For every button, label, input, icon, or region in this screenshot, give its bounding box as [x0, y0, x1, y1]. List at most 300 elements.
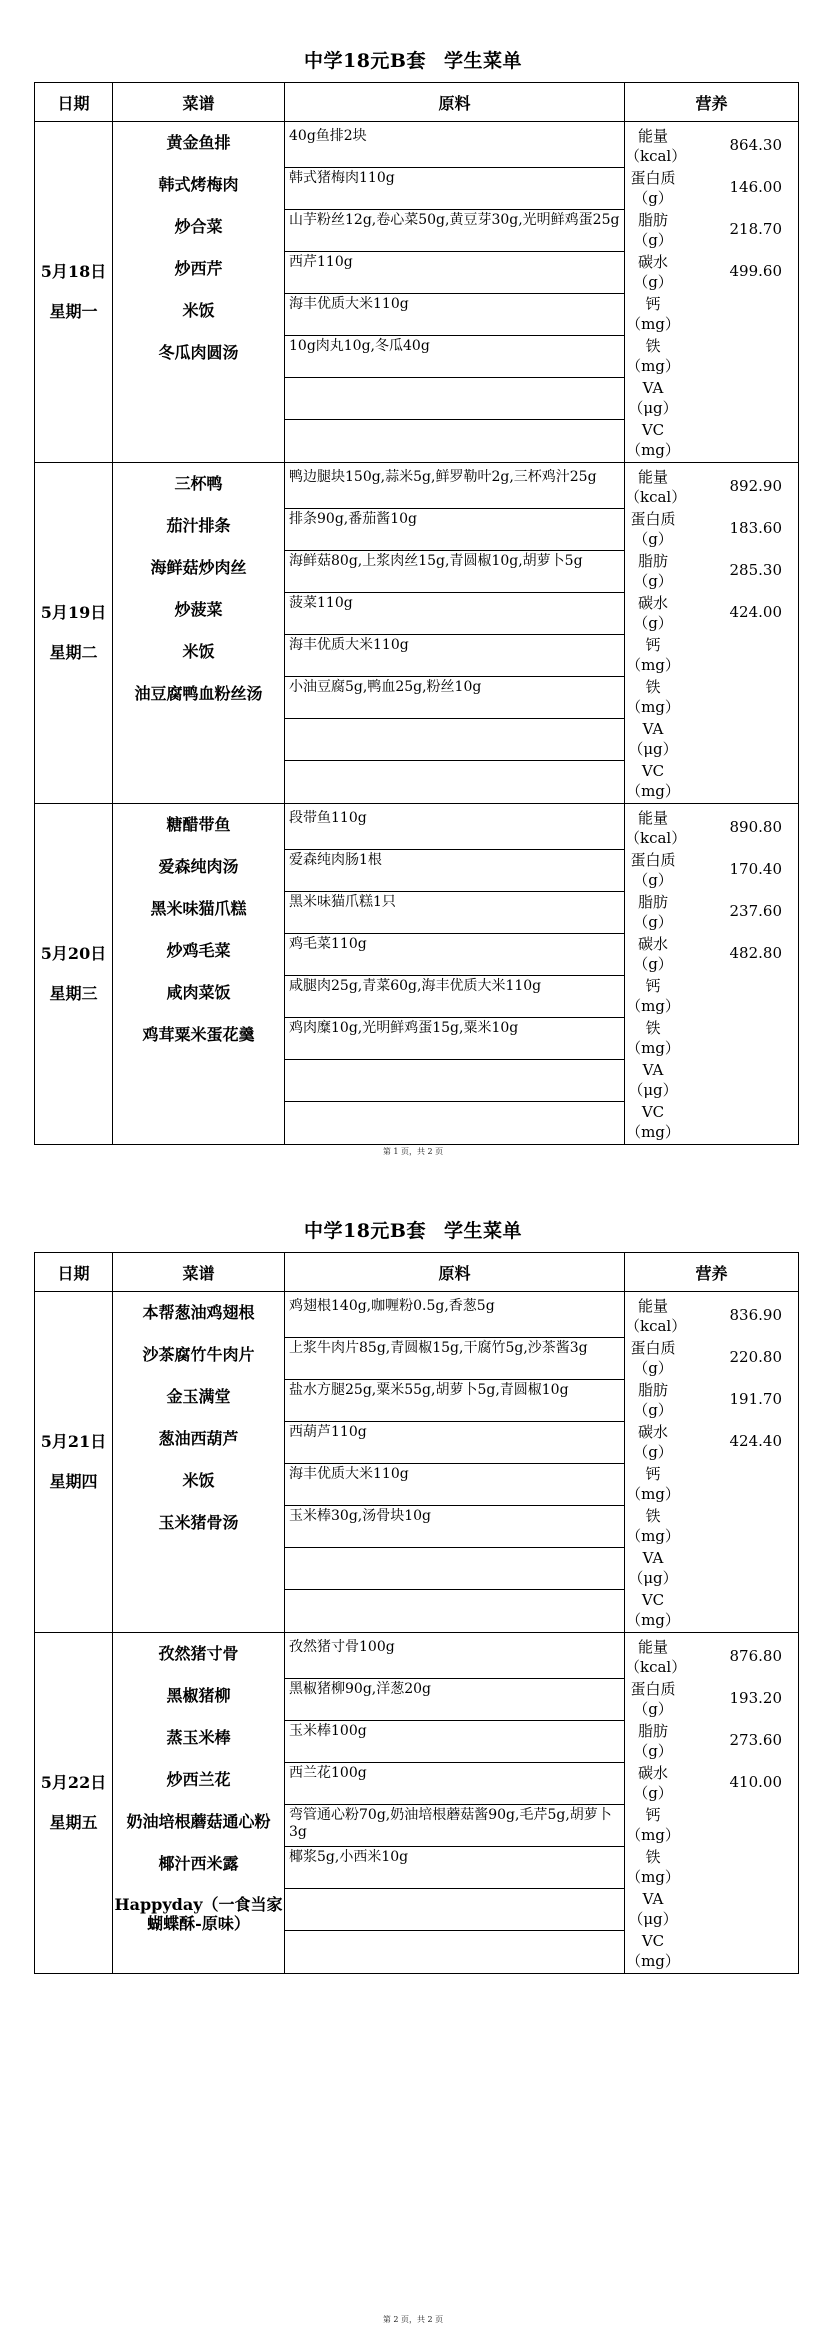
nutrition-label: [625, 509, 681, 549]
ingredient-line: 小油豆腐5g,鸭血25g,粉丝10g: [285, 677, 624, 719]
nutrient-name: VC: [641, 1103, 665, 1121]
nutrition-label: [625, 336, 681, 376]
dish-name: 蒸玉米棒: [166, 1728, 231, 1747]
weekday-text: 星期三: [49, 984, 98, 1003]
ingredient-line: 鸡翅根140g,咖喱粉0.5g,香葱5g: [285, 1296, 624, 1338]
nutrition-label: [625, 719, 681, 759]
nutrition-row: [625, 1338, 798, 1380]
ingredient-line: 鸭边腿块150g,蒜米5g,鲜罗勒叶2g,三杯鸡汁25g: [285, 467, 624, 509]
nutrient-unit: （mg）: [626, 656, 680, 674]
nutrient-unit: （g）: [633, 273, 673, 291]
dish-name: 沙茶腐竹牛肉片: [142, 1345, 255, 1364]
nutrition-label: [625, 808, 687, 848]
nutrition-cell: [625, 1292, 799, 1633]
nutrition-row: [625, 168, 798, 210]
nutrient-value: 424.40: [729, 1432, 782, 1450]
ingredient-line: 鸡肉糜10g,光明鲜鸡蛋15g,粟米10g: [285, 1018, 624, 1060]
nutrition-label: [625, 420, 681, 460]
nutrition-row: [625, 210, 798, 252]
dish-name: 奶油培根蘑菇通心粉: [126, 1812, 271, 1831]
date-cell: [35, 122, 113, 463]
header-recipe: 菜谱: [113, 1253, 285, 1292]
ingredient-line: 菠菜110g: [285, 593, 624, 635]
nutrient-name: VC: [641, 421, 665, 439]
nutrient-unit: （μg）: [628, 399, 678, 417]
ingredient-line: [285, 378, 624, 420]
ingredient-line: [285, 1102, 624, 1144]
nutrition-row: [625, 1590, 798, 1632]
ingredient-line: 咸腿肉25g,青菜60g,海丰优质大米110g: [285, 976, 624, 1018]
nutrient-name: VA: [642, 720, 664, 738]
nutrition-label: [625, 1590, 681, 1630]
nutrient-value: 876.80: [729, 1647, 782, 1665]
nutrition-row: [625, 1637, 798, 1679]
nutrition-row: [625, 934, 798, 976]
recipe-cell: [113, 1292, 285, 1633]
ingredient-line: 海丰优质大米110g: [285, 1464, 624, 1506]
page-title: [0, 1216, 826, 1243]
nutrition-row: [625, 1422, 798, 1464]
nutrition-row: [625, 1018, 798, 1060]
menu-table: [34, 82, 799, 1145]
nutrition-row: [625, 593, 798, 635]
nutrition-row: [625, 635, 798, 677]
ingredient-line: 排条90g,番茄酱10g: [285, 509, 624, 551]
nutrition-row: [625, 126, 798, 168]
nutrition-row: [625, 719, 798, 761]
nutrition-label: [625, 1889, 681, 1929]
nutrient-unit: （mg）: [626, 1039, 680, 1057]
ingredient-line: 段带鱼110g: [285, 808, 624, 850]
nutrient-value: 410.00: [729, 1773, 782, 1791]
title-main: 中学18元B套: [303, 1220, 426, 1242]
nutrition-row: [625, 1679, 798, 1721]
nutrient-unit: （kcal）: [625, 1317, 687, 1335]
dish-name: 椰汁西米露: [158, 1854, 239, 1873]
header-ingredients: 原料: [285, 83, 625, 122]
dish-name: 三杯鸭: [174, 474, 223, 493]
nutrient-unit: （g）: [633, 572, 673, 590]
nutrient-name: 蛋白质: [630, 169, 676, 187]
dish-name: 油豆腐鸭血粉丝汤: [134, 684, 263, 703]
dish-name: 冬瓜肉圆汤: [158, 343, 239, 362]
header-row: [35, 83, 799, 122]
nutrition-row: [625, 808, 798, 850]
nutrient-value: 499.60: [729, 262, 782, 280]
nutrient-unit: （mg）: [626, 1952, 680, 1970]
dish-name: 玉米猪骨汤: [158, 1513, 239, 1532]
nutrient-unit: （g）: [633, 913, 673, 931]
nutrient-name: 蛋白质: [630, 510, 676, 528]
ingredient-line: 海丰优质大米110g: [285, 294, 624, 336]
nutrient-value: 836.90: [729, 1306, 782, 1324]
recipe-cell: [113, 122, 285, 463]
nutrient-value: 191.70: [729, 1390, 782, 1408]
day-row: [35, 463, 799, 804]
header-date: 日期: [35, 83, 113, 122]
nutrient-name: 铁: [645, 1848, 661, 1866]
nutrition-label: [625, 1296, 687, 1336]
nutrient-value: 482.80: [729, 944, 782, 962]
nutrient-unit: （mg）: [626, 1826, 680, 1844]
ingredient-line: 西芹110g: [285, 252, 624, 294]
nutrition-row: [625, 1102, 798, 1144]
nutrient-unit: （g）: [633, 1700, 673, 1718]
nutrition-row: [625, 336, 798, 378]
nutrient-name: VA: [642, 1061, 664, 1079]
ingredient-line: 玉米棒100g: [285, 1721, 624, 1763]
date-cell: [35, 804, 113, 1145]
nutrition-label: [625, 1102, 681, 1142]
nutrition-label: [625, 1763, 681, 1803]
nutrient-name: 脂肪: [637, 552, 668, 570]
nutrition-row: [625, 677, 798, 719]
nutrition-row: [625, 1506, 798, 1548]
nutrient-value: 890.80: [729, 818, 782, 836]
header-nutrition: 营养: [625, 83, 799, 122]
nutrient-name: 碳水: [637, 594, 668, 612]
nutrient-unit: （μg）: [628, 1910, 678, 1928]
nutrient-name: 铁: [645, 1019, 661, 1037]
dish-name: Happyday（一食当家蝴蝶酥-原味）: [114, 1895, 283, 1933]
nutrient-value: 170.40: [729, 860, 782, 878]
date-text: 5月21日: [40, 1432, 107, 1451]
dish-name: 爱森纯肉汤: [158, 857, 239, 876]
nutrient-unit: （g）: [633, 871, 673, 889]
dish-name: 葱油西葫芦: [158, 1429, 239, 1448]
dish-name: 鸡茸粟米蛋花羹: [142, 1025, 255, 1044]
nutrition-label: [625, 1721, 681, 1761]
nutrient-name: 碳水: [637, 253, 668, 271]
nutrition-cell: [625, 122, 799, 463]
day-row: [35, 1292, 799, 1633]
nutrient-name: 碳水: [637, 935, 668, 953]
dish-name: 炒鸡毛菜: [166, 941, 231, 960]
ingredient-line: 西葫芦110g: [285, 1422, 624, 1464]
header-ingredients: 原料: [285, 1253, 625, 1292]
nutrition-label: [625, 1338, 681, 1378]
date-text: 5月22日: [40, 1773, 107, 1792]
ingredient-line: [285, 1889, 624, 1931]
ingredient-line: [285, 1931, 624, 1973]
ingredient-line: [285, 420, 624, 462]
nutrition-label: [625, 1847, 681, 1887]
nutrition-row: [625, 1296, 798, 1338]
nutrient-unit: （g）: [633, 1784, 673, 1802]
nutrition-label: [625, 1679, 681, 1719]
day-row: [35, 804, 799, 1145]
nutrient-unit: （mg）: [626, 1485, 680, 1503]
nutrient-unit: （mg）: [626, 698, 680, 716]
nutrition-row: [625, 1464, 798, 1506]
nutrient-name: 能量: [637, 468, 668, 486]
ingredient-line: 盐水方腿25g,粟米55g,胡萝卜5g,青圆椒10g: [285, 1380, 624, 1422]
header-row: [35, 1253, 799, 1292]
ingredients-cell: [285, 1633, 625, 1974]
ingredients-cell: [285, 463, 625, 804]
nutrient-unit: （g）: [633, 189, 673, 207]
nutrient-name: 蛋白质: [630, 851, 676, 869]
ingredient-line: 10g肉丸10g,冬瓜40g: [285, 336, 624, 378]
header-recipe: 菜谱: [113, 83, 285, 122]
ingredient-line: 弯管通心粉70g,奶油培根蘑菇酱90g,毛芹5g,胡萝卜3g: [285, 1805, 624, 1847]
nutrition-label: [625, 1548, 681, 1588]
page-footer: 第 2 页，共 2 页: [382, 2315, 444, 2324]
menu-table: [34, 1252, 799, 1974]
nutrient-unit: （mg）: [626, 1611, 680, 1629]
dish-name: 黄金鱼排: [166, 133, 231, 152]
nutrient-name: 铁: [645, 678, 661, 696]
nutrient-unit: （g）: [633, 614, 673, 632]
date-cell: [35, 1292, 113, 1633]
title-sub: 学生菜单: [443, 1220, 522, 1242]
ingredient-line: [285, 1060, 624, 1102]
nutrition-label: [625, 1018, 681, 1058]
nutrient-name: 钙: [645, 1465, 661, 1483]
dish-name: 炒合菜: [174, 217, 223, 236]
nutrition-label: [625, 1060, 681, 1100]
header-date: 日期: [35, 1253, 113, 1292]
nutrient-unit: （g）: [633, 231, 673, 249]
nutrition-label: [625, 126, 687, 166]
day-row: [35, 1633, 799, 1974]
dish-name: 米饭: [182, 301, 215, 320]
nutrition-row: [625, 1763, 798, 1805]
nutrient-unit: （mg）: [626, 1123, 680, 1141]
nutrient-unit: （kcal）: [625, 1658, 687, 1676]
nutrient-name: 蛋白质: [630, 1339, 676, 1357]
nutrition-row: [625, 761, 798, 803]
weekday-text: 星期四: [49, 1472, 98, 1491]
dish-name: 海鲜菇炒肉丝: [150, 558, 247, 577]
dish-name: 韩式烤梅肉: [158, 175, 239, 194]
dish-name: 黑椒猪柳: [166, 1686, 231, 1705]
ingredient-line: [285, 1590, 624, 1632]
nutrition-cell: [625, 463, 799, 804]
ingredients-cell: [285, 122, 625, 463]
page-title: [0, 46, 826, 73]
nutrition-row: [625, 294, 798, 336]
date-text: 5月18日: [40, 262, 107, 281]
nutrient-value: 183.60: [729, 519, 782, 537]
nutrient-name: 钙: [645, 295, 661, 313]
ingredient-line: 上浆牛肉片85g,青圆椒15g,干腐竹5g,沙茶酱3g: [285, 1338, 624, 1380]
ingredient-line: [285, 761, 624, 803]
nutrition-row: [625, 467, 798, 509]
ingredient-line: 玉米棒30g,汤骨块10g: [285, 1506, 624, 1548]
nutrition-label: [625, 934, 681, 974]
ingredient-line: 鸡毛菜110g: [285, 934, 624, 976]
nutrient-name: 脂肪: [637, 893, 668, 911]
nutrition-row: [625, 378, 798, 420]
dish-name: 金玉满堂: [166, 1387, 231, 1406]
nutrition-row: [625, 509, 798, 551]
nutrient-name: VC: [641, 1932, 665, 1950]
nutrient-unit: （g）: [633, 530, 673, 548]
ingredient-line: 爱森纯肉肠1根: [285, 850, 624, 892]
dish-name: 炒西兰花: [166, 1770, 231, 1789]
ingredient-line: 40g鱼排2块: [285, 126, 624, 168]
dish-name: 炒西芹: [174, 259, 223, 278]
nutrition-label: [625, 378, 681, 418]
date-cell: [35, 463, 113, 804]
dish-name: 本帮葱油鸡翅根: [142, 1303, 255, 1322]
ingredient-line: 海丰优质大米110g: [285, 635, 624, 677]
nutrient-name: VA: [642, 379, 664, 397]
nutrient-unit: （mg）: [626, 1527, 680, 1545]
nutrient-unit: （g）: [633, 1443, 673, 1461]
nutrition-label: [625, 1805, 681, 1845]
nutrition-row: [625, 1847, 798, 1889]
nutrient-name: VC: [641, 762, 665, 780]
weekday-text: 星期五: [49, 1813, 98, 1832]
dish-name: 米饭: [182, 642, 215, 661]
nutrition-cell: [625, 1633, 799, 1974]
title-main: 中学18元B套: [303, 50, 426, 72]
nutrient-value: 220.80: [729, 1348, 782, 1366]
nutrition-row: [625, 252, 798, 294]
nutrient-unit: （kcal）: [625, 147, 687, 165]
dish-name: 糖醋带鱼: [166, 815, 231, 834]
date-cell: [35, 1633, 113, 1974]
weekday-text: 星期二: [49, 643, 98, 662]
dish-name: 米饭: [182, 1471, 215, 1490]
nutrient-unit: （g）: [633, 1359, 673, 1377]
nutrition-label: [625, 252, 681, 292]
nutrient-name: 钙: [645, 977, 661, 995]
ingredient-line: 黑椒猪柳90g,洋葱20g: [285, 1679, 624, 1721]
nutrient-unit: （μg）: [628, 1081, 678, 1099]
nutrient-name: VA: [642, 1549, 664, 1567]
nutrient-name: 能量: [637, 1638, 668, 1656]
nutrient-unit: （mg）: [626, 1868, 680, 1886]
nutrition-label: [625, 892, 681, 932]
recipe-cell: [113, 463, 285, 804]
recipe-cell: [113, 804, 285, 1145]
nutrition-row: [625, 1721, 798, 1763]
nutrition-row: [625, 1931, 798, 1973]
nutrition-label: [625, 593, 681, 633]
ingredient-line: 海鲜菇80g,上浆肉丝15g,青圆椒10g,胡萝卜5g: [285, 551, 624, 593]
nutrient-unit: （g）: [633, 1401, 673, 1419]
nutrient-name: 脂肪: [637, 211, 668, 229]
nutrition-cell: [625, 804, 799, 1145]
nutrient-unit: （mg）: [626, 997, 680, 1015]
nutrient-value: 273.60: [729, 1731, 782, 1749]
nutrition-row: [625, 1548, 798, 1590]
nutrition-row: [625, 892, 798, 934]
nutrient-value: 237.60: [729, 902, 782, 920]
nutrient-unit: （μg）: [628, 1569, 678, 1587]
nutrition-label: [625, 635, 681, 675]
nutrient-value: 193.20: [729, 1689, 782, 1707]
ingredient-line: 孜然猪寸骨100g: [285, 1637, 624, 1679]
header-nutrition: 营养: [625, 1253, 799, 1292]
nutrition-row: [625, 1805, 798, 1847]
ingredients-cell: [285, 804, 625, 1145]
nutrient-value: 285.30: [729, 561, 782, 579]
nutrient-name: 铁: [645, 337, 661, 355]
nutrient-name: 钙: [645, 1806, 661, 1824]
nutrient-value: 424.00: [729, 603, 782, 621]
ingredients-cell: [285, 1292, 625, 1633]
nutrient-name: 碳水: [637, 1423, 668, 1441]
page-2: [0, 1169, 826, 2338]
nutrient-name: VC: [641, 1591, 665, 1609]
nutrition-label: [625, 677, 681, 717]
ingredient-line: [285, 1548, 624, 1590]
nutrient-name: 蛋白质: [630, 1680, 676, 1698]
nutrient-name: 能量: [637, 127, 668, 145]
dish-name: 炒菠菜: [174, 600, 223, 619]
nutrition-label: [625, 210, 681, 250]
nutrient-unit: （mg）: [626, 315, 680, 333]
nutrient-value: 892.90: [729, 477, 782, 495]
nutrient-unit: （mg）: [626, 782, 680, 800]
nutrition-label: [625, 1380, 681, 1420]
nutrition-row: [625, 551, 798, 593]
ingredient-line: 黑米味猫爪糕1只: [285, 892, 624, 934]
nutrition-label: [625, 294, 681, 334]
date-text: 5月19日: [40, 603, 107, 622]
ingredient-line: [285, 719, 624, 761]
nutrient-unit: （kcal）: [625, 488, 687, 506]
ingredient-line: 椰浆5g,小西米10g: [285, 1847, 624, 1889]
nutrition-label: [625, 168, 681, 208]
nutrient-unit: （mg）: [626, 357, 680, 375]
nutrient-value: 218.70: [729, 220, 782, 238]
nutrition-row: [625, 1380, 798, 1422]
nutrition-row: [625, 976, 798, 1018]
nutrition-row: [625, 850, 798, 892]
nutrition-label: [625, 467, 687, 507]
day-row: [35, 122, 799, 463]
nutrition-row: [625, 420, 798, 462]
nutrient-unit: （mg）: [626, 441, 680, 459]
ingredient-line: 韩式猪梅肉110g: [285, 168, 624, 210]
page-footer: 第 1 页，共 2 页: [382, 1147, 444, 1156]
nutrient-value: 864.30: [729, 136, 782, 154]
ingredient-line: 山芋粉丝12g,卷心菜50g,黄豆芽30g,光明鲜鸡蛋25g: [285, 210, 624, 252]
ingredient-line: 西兰花100g: [285, 1763, 624, 1805]
dish-name: 茄汁排条: [166, 516, 231, 535]
nutrition-label: [625, 1506, 681, 1546]
nutrition-label: [625, 976, 681, 1016]
nutrient-name: VA: [642, 1890, 664, 1908]
recipe-cell: [113, 1633, 285, 1974]
weekday-text: 星期一: [49, 302, 98, 321]
dish-name: 咸肉菜饭: [166, 983, 231, 1002]
nutrient-unit: （kcal）: [625, 829, 687, 847]
dish-name: 黑米味猫爪糕: [150, 899, 247, 918]
nutrition-label: [625, 1464, 681, 1504]
nutrition-label: [625, 1931, 681, 1971]
date-text: 5月20日: [40, 944, 107, 963]
nutrition-row: [625, 1060, 798, 1102]
nutrient-value: 146.00: [729, 178, 782, 196]
nutrient-name: 碳水: [637, 1764, 668, 1782]
nutrient-unit: （g）: [633, 1742, 673, 1760]
nutrient-name: 钙: [645, 636, 661, 654]
title-sub: 学生菜单: [443, 50, 522, 72]
nutrient-name: 铁: [645, 1507, 661, 1525]
nutrition-label: [625, 850, 681, 890]
nutrition-label: [625, 551, 681, 591]
nutrition-label: [625, 1637, 687, 1677]
nutrition-row: [625, 1889, 798, 1931]
nutrient-name: 能量: [637, 1297, 668, 1315]
dish-name: 孜然猪寸骨: [158, 1644, 239, 1663]
